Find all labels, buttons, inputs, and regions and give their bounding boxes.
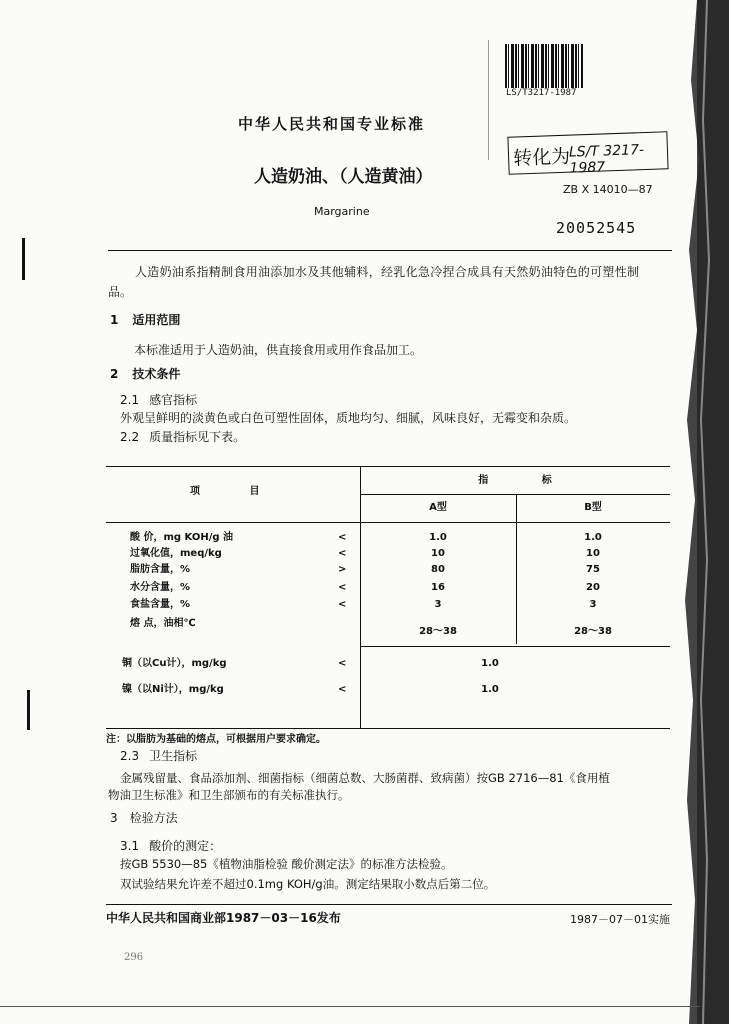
margin-mark [27,690,30,730]
table-row-sign: < [338,532,347,543]
title-en: Margarine [314,205,370,218]
conversion-stamp [507,131,668,175]
section-1-heading [110,312,180,328]
section-2-number: 2 [110,367,119,381]
section-2-1-number: 2.1 [120,393,140,407]
margin-mark [488,40,489,160]
stamp-code: LS/T 3217-1987 [568,142,645,177]
table-row-a: 28～38 [419,626,457,637]
title-cn [254,169,433,185]
table-row-b: 1.0 [584,532,602,543]
section-3-1-title: 酸价的测定： [149,839,222,853]
section-3-1-line-1: 按GB 5530—85《植物油脂检验 酸价测定法》的标准方法检验。 [120,857,453,871]
footer-rule [106,904,672,905]
margin-mark [0,1006,700,1007]
table-row-name: 食盐含量，% [130,599,191,610]
table-row-name: 水分含量，% [130,582,191,593]
table-note: 注：以脂肪为基础的熔点，可根据用户要求确定。 [106,734,326,745]
table-row-b: 10 [586,548,600,559]
table-row-name: 过氧化值，meq/kg [130,548,222,559]
table-row-b: 28～38 [574,626,612,637]
section-2-2-title: 质量指标见下表。 [149,430,246,444]
table-row-sign: > [338,564,347,575]
section-2-3-line-1: 金属残留量、食品添加剂、细菌指标（细菌总数、大肠菌群、致病菌）按GB 2716—81《食用植 [120,771,610,785]
table-merged-row-value: 1.0 [481,658,499,669]
section-2-2-number: 2.2 [120,430,140,444]
intro-line-2: 品。 [108,285,133,299]
table-row-b: 75 [586,564,600,575]
title-dun: 、 [322,167,339,187]
section-2-title: 技术条件 [132,367,181,381]
table-row-b: 20 [586,582,600,593]
table-row-sign: < [338,582,347,593]
section-1-title: 适用范围 [132,313,181,327]
table-row-a: 16 [431,582,445,593]
table-col-item: 项 目 [190,486,260,497]
section-3-heading [110,810,178,826]
margin-mark [22,238,25,280]
section-3-number: 3 [110,811,118,825]
section-2-1-heading [120,392,197,408]
section-2-1-text: 外观呈鲜明的淡黄色或白色可塑性固体，质地均匀、细腻，风味良好，无霉变和杂质。 [120,411,577,425]
section-2-3-title: 卫生指标 [149,749,198,763]
table-row-a: 10 [431,548,445,559]
section-2-3-line-2: 物油卫生标准》和卫生部颁布的有关标准执行。 [108,788,350,802]
table-row-name: 熔 点，油相℃ [130,618,196,629]
table-col-a: A型 [429,502,447,513]
table-row-a: 3 [434,599,442,610]
table-merged-row-name: 铜（以Cu计），mg/kg [122,658,227,669]
section-1-text: 本标准适用于人造奶油，供直接食用或用作食品加工。 [134,343,423,357]
title-paren: （人造黄油） [339,167,433,187]
section-1-number: 1 [110,313,119,327]
header-rule [108,250,672,251]
quality-index-table [106,466,670,728]
page-number: 296 [124,952,144,963]
section-3-1-number: 3.1 [120,839,140,853]
section-2-1-title: 感官指标 [149,393,198,407]
archive-number: 20052545 [556,219,637,237]
table-merged-row-name: 镍（以Ni计），mg/kg [122,684,224,695]
section-3-1-heading [120,838,221,854]
section-2-3-number: 2.3 [120,749,140,763]
table-row-a: 80 [431,564,445,575]
table-row-sign: < [338,548,347,559]
table-row-name: 酸 价，mg KOH/g 油 [130,532,234,543]
table-merged-row-sign: < [338,658,347,669]
footer-issue-date: 中华人民共和国商业部1987－03－16发布 [106,911,341,925]
section-2-heading [110,366,180,382]
table-row-b: 3 [589,599,597,610]
table-row-a: 1.0 [429,532,447,543]
barcode [505,44,583,88]
std-number: ZB X 14010—87 [563,183,653,196]
table-merged-row-value: 1.0 [481,684,499,695]
section-2-2-heading [120,429,245,445]
title-main: 人造奶油 [254,167,322,187]
table-col-index: 指 标 [478,475,552,486]
section-3-title: 检验方法 [129,811,178,825]
footer-effective-date: 1987－07－01实施 [570,913,670,926]
table-col-b: B型 [584,502,602,513]
table-row-name: 脂肪含量，% [130,564,191,575]
stamp-label: 转化为 [512,145,571,170]
table-row-sign: < [338,599,347,610]
table-merged-row-sign: < [338,684,347,695]
section-2-3-heading [120,748,197,764]
section-3-1-line-2: 双试验结果允许差不超过0.1mg KOH/g油。测定结果取小数点后第二位。 [120,877,496,891]
intro-line-1: 人造奶油系指精制食用油添加水及其他辅料，经乳化急冷捏合成具有天然奶油特色的可塑性制 [135,265,640,279]
scan-edge-artifact [677,0,729,1024]
doc-code-small: LS/T3217-1987 [506,88,577,98]
national-header: 中华人民共和国专业标准 [238,115,426,133]
